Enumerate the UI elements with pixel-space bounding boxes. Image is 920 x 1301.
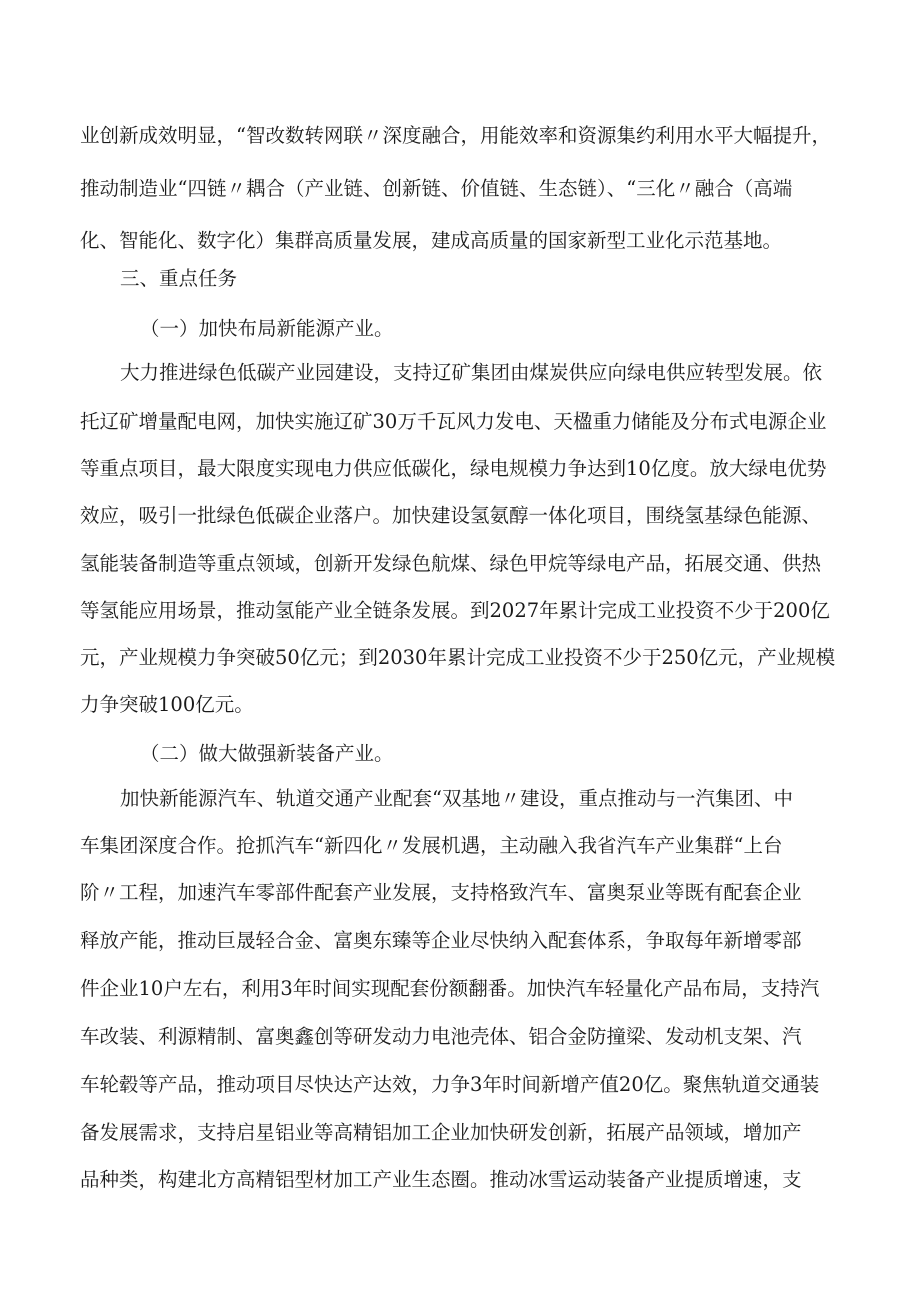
text-line-1: 业创新成效明显，“智改数转网联〃深度融合，用能效率和资源集约利用水平大幅提升， bbox=[80, 124, 831, 147]
text-line-10: 氢能装备制造等重点领域，创新开发绿色航煤、绿色甲烷等绿电产品，拓展交通、供热 bbox=[80, 552, 822, 575]
text-line-19: 件企业10户左右，利用3年时间实现配套份额翻番。加快汽车轻量化产品布局，支持汽 bbox=[80, 977, 820, 1000]
subsection-heading-2: （二）做大做强新装备产业。 bbox=[140, 742, 394, 765]
text-line-3: 化、智能化、数字化）集群高质量发展，建成高质量的国家新型工业化示范基地。 bbox=[80, 229, 783, 252]
text-line-6: 大力推进绿色低碳产业园建设，支持辽矿集团由煤炭供应向绿电供应转型发展。依 bbox=[120, 361, 823, 384]
subsection-heading-1: （一）加快布局新能源产业。 bbox=[140, 317, 394, 340]
text-line-2: 推动制造业“四链〃耦合（产业链、创新链、价值链、生态链）、“三化〃融合（高端 bbox=[80, 177, 793, 200]
text-line-20: 车改装、利源精制、富奥鑫创等研发动力电池壳体、铝合金防撞梁、发动机支架、汽 bbox=[80, 1025, 802, 1048]
text-line-12: 元，产业规模力争突破50亿元；到2030年累计完成工业投资不少于250亿元，产业规模 bbox=[80, 646, 836, 669]
text-line-7: 托辽矿增量配电网，加快实施辽矿30万千瓦风力发电、天楹重力储能及分布式电源企业 bbox=[80, 410, 827, 433]
text-line-18: 释放产能，推动巨晟轻合金、富奥东臻等企业尽快纳入配套体系，争取每年新增零部 bbox=[80, 929, 802, 952]
text-line-9: 效应，吸引一批绿色低碳企业落户。加快建设氢氨醇一体化项目，围绕氢基绿色能源、 bbox=[80, 504, 822, 527]
text-line-16: 车集团深度合作。抢抓汽车“新四化〃发展机遇，主动融入我省汽车产业集群“上台 bbox=[80, 834, 783, 857]
text-line-13: 力争突破100亿元。 bbox=[80, 693, 254, 716]
text-line-21: 车轮毂等产品，推动项目尽快达产达效，力争3年时间新增产值20亿。聚焦轨道交通装 bbox=[80, 1073, 820, 1096]
text-line-23: 品种类，构建北方高精铝型材加工产业生态圈。推动冰雪运动装备产业提质增速，支 bbox=[80, 1168, 802, 1191]
text-line-15: 加快新能源汽车、轨道交通产业配套“双基地〃建设，重点推动与一汽集团、中 bbox=[120, 787, 793, 810]
text-line-17: 阶〃工程，加速汽车零部件配套产业发展，支持格致汽车、富奥泵业等既有配套企业 bbox=[80, 881, 802, 904]
text-line-11: 等氢能应用场景，推动氢能产业全链条发展。到2027年累计完成工业投资不少于200亿 bbox=[80, 599, 830, 622]
section-heading: 三、重点任务 bbox=[120, 267, 238, 290]
text-line-8: 等重点项目，最大限度实现电力供应低碳化，绿电规模力争达到10亿度。放大绿电优势 bbox=[80, 457, 827, 480]
text-line-22: 备发展需求，支持启星铝业等高精铝加工企业加快研发创新，拓展产品领域，增加产 bbox=[80, 1121, 802, 1144]
